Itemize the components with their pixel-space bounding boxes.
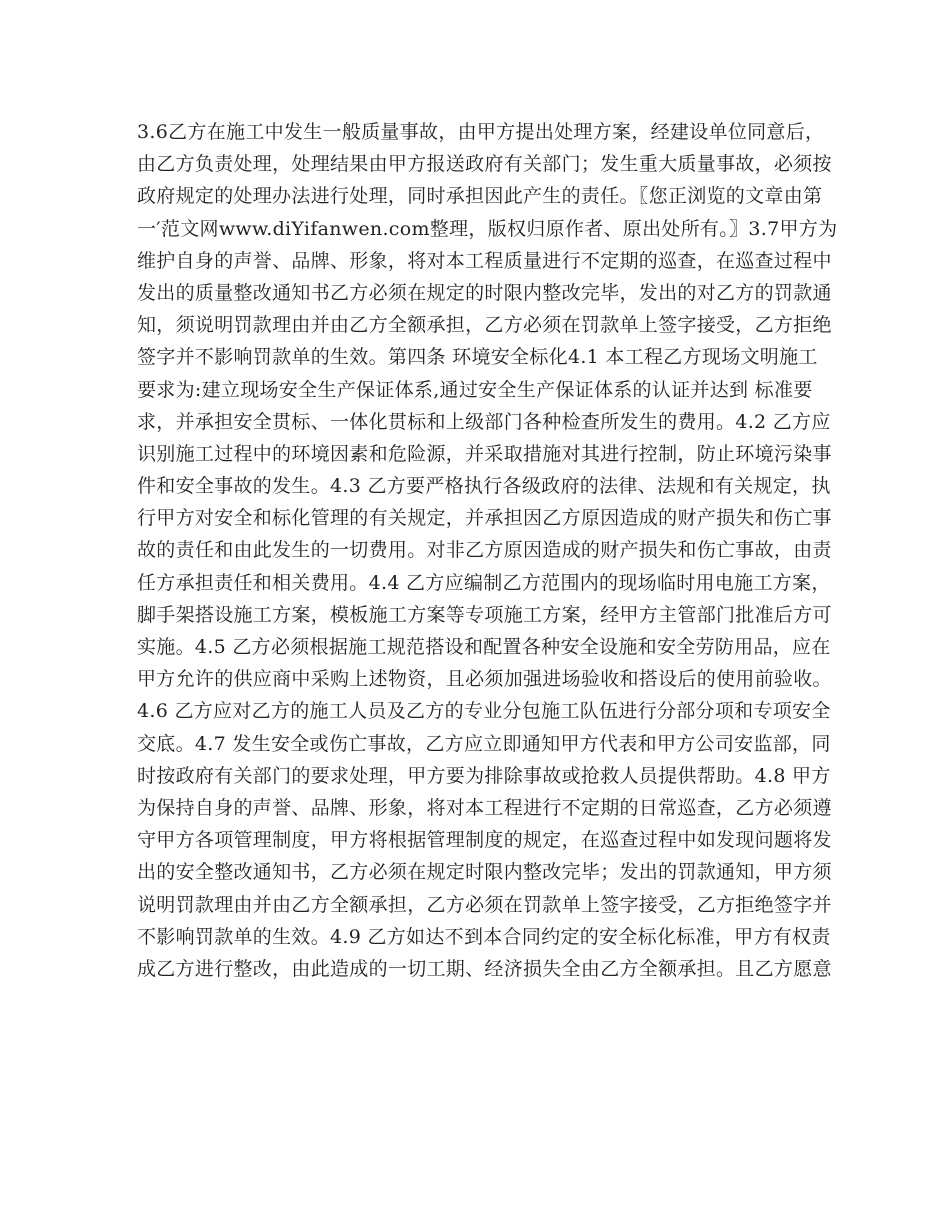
text-line: 政府规定的处理办法进行处理，同时承担因此产生的责任。〖您正浏览的文章由第 bbox=[137, 185, 823, 208]
text-line: 成乙方进行整改，由此造成的一切工期、经济损失全由乙方全额承担。且乙方愿意 bbox=[137, 957, 832, 980]
text-line: 甲方允许的供应商中采购上述物资，且必须加强进场验收和搭设后的使用前验收。 bbox=[137, 668, 832, 691]
text-line: 3.6乙方在施工中发生一般质量事故，由甲方提出处理方案，经建设单位同意后， bbox=[137, 121, 825, 143]
text-line: 签字并不影响罚款单的生效。第四条 环境安全标化4.1 本工程乙方现场文明施工 bbox=[137, 346, 818, 369]
text-line: 故的责任和由此发生的一切费用。对非乙方原因造成的财产损失和伤亡事故，由责 bbox=[137, 539, 832, 562]
text-line: 任方承担责任和相关费用。4.4 乙方应编制乙方范围内的现场临时用电施工方案， bbox=[137, 571, 831, 594]
text-line: 说明罚款理由并由乙方全额承担，乙方必须在罚款单上签字接受，乙方拒绝签字并 bbox=[137, 893, 832, 916]
text-line: 实施。4.5 乙方必须根据施工规范搭设和配置各种安全设施和安全劳防用品，应在 bbox=[137, 636, 831, 658]
text-line: 守甲方各项管理制度，甲方将根据管理制度的规定，在巡查过程中如发现问题将发 bbox=[137, 829, 832, 852]
text-line: 由乙方负责处理，处理结果由甲方报送政府有关部门；发生重大质量事故，必须按 bbox=[137, 153, 832, 176]
text-line: 知，须说明罚款理由并由乙方全额承担，乙方必须在罚款单上签字接受，乙方拒绝 bbox=[137, 314, 832, 337]
text-line: 一′范文网www.diYifanwen.com整理，版权归原作者、原出处所有。〗3.7甲方为 bbox=[137, 217, 838, 240]
text-line: 要求为:建立现场安全生产保证体系,通过安全生产保证体系的认证并达到 标准要 bbox=[137, 378, 813, 401]
text-line: 求，并承担安全贯标、一体化贯标和上级部门各种检查所发生的费用。4.2 乙方应 bbox=[137, 410, 831, 433]
text-line: 维护自身的声誉、品牌、形象，将对本工程质量进行不定期的巡查，在巡查过程中 bbox=[137, 249, 832, 272]
text-line: 脚手架搭设施工方案，模板施工方案等专项施工方案，经甲方主管部门批准后方可 bbox=[137, 603, 832, 626]
text-line: 行甲方对安全和标化管理的有关规定，并承担因乙方原因造成的财产损失和伤亡事 bbox=[137, 507, 832, 530]
text-line: 不影响罚款单的生效。4.9 乙方如达不到本合同约定的安全标化标准，甲方有权责 bbox=[137, 925, 831, 948]
text-line: 时按政府有关部门的要求处理，甲方要为排除事故或抢救人员提供帮助。4.8 甲方 bbox=[137, 764, 831, 787]
text-line: 为保持自身的声誉、品牌、形象，将对本工程进行不定期的日常巡查，乙方必须遵 bbox=[137, 796, 832, 819]
contract-body-text bbox=[137, 116, 838, 985]
text-line: 交底。4.7 发生安全或伤亡事故，乙方应立即通知甲方代表和甲方公司安监部，同 bbox=[137, 732, 831, 755]
text-line: 4.6 乙方应对乙方的施工人员及乙方的专业分包施工队伍进行分部分项和专项安全 bbox=[137, 700, 831, 723]
text-line: 发出的质量整改通知书乙方必须在规定的时限内整改完毕，发出的对乙方的罚款通 bbox=[137, 281, 832, 304]
text-line: 识别施工过程中的环境因素和危险源，并采取措施对其进行控制，防止环境污染事 bbox=[137, 442, 832, 465]
text-line: 件和安全事故的发生。4.3 乙方要严格执行各级政府的法律、法规和有关规定，执 bbox=[137, 475, 831, 498]
text-line: 出的安全整改通知书，乙方必须在规定时限内整改完毕；发出的罚款通知，甲方须 bbox=[137, 861, 832, 884]
